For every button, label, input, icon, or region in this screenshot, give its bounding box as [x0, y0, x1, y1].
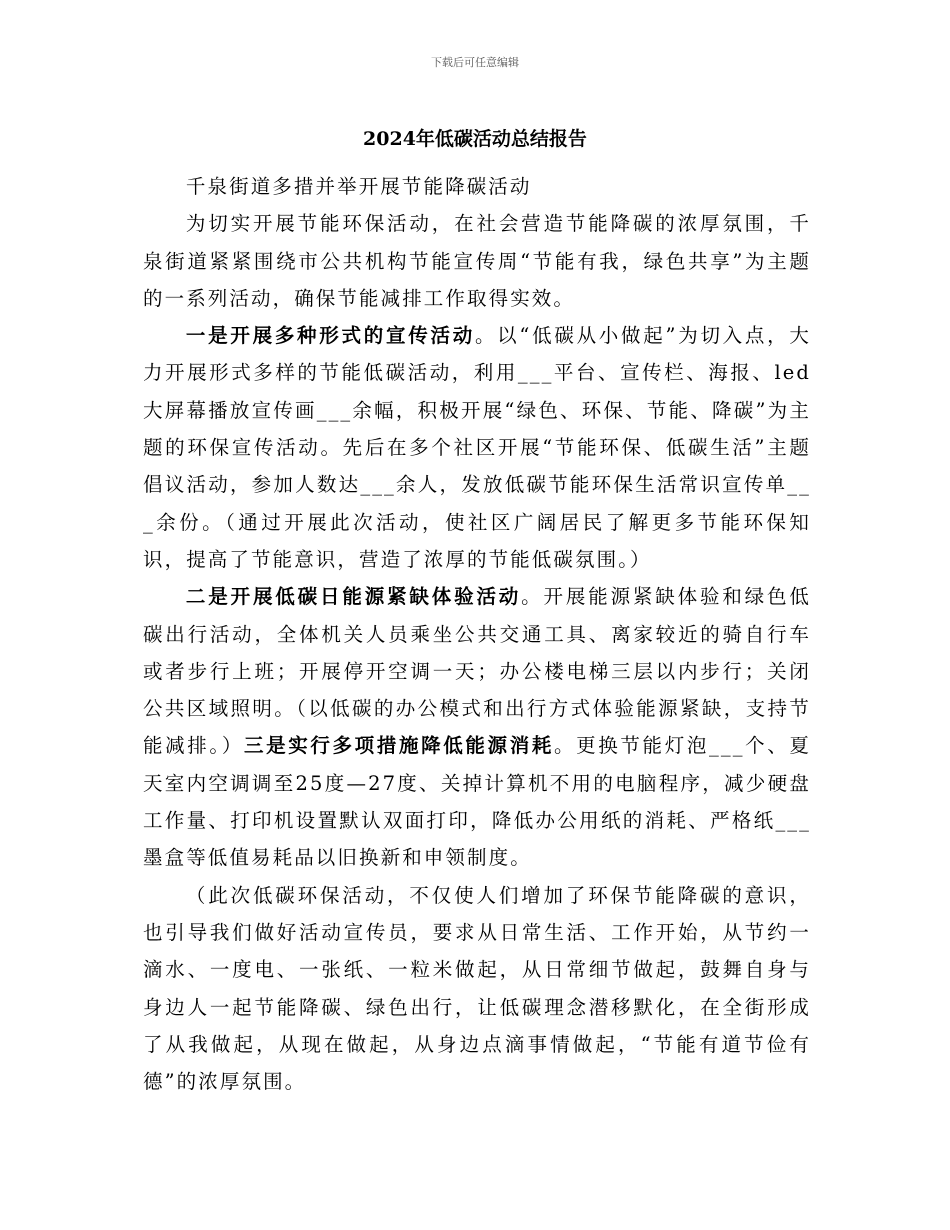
intro-paragraph: 为切实开展节能环保活动，在社会营造节能降碳的浓厚氛围，千泉街道紧紧围绕市公共机构节能宣传周“节能有我，绿色共享”为主题的一系列活动，确保节能减排工作取得实效。: [143, 212, 811, 310]
subtitle-line: 千泉街道多措并举开展节能降碳活动: [185, 175, 532, 198]
conclusion-paragraph: （此次低碳环保活动，不仅使人们增加了环保节能降碳的意识，也引导我们做好活动宣传员，要求从日常生活、工作开始，从节约一滴水、一度电、一张纸、一粒米做起，从日常细节做起，鼓舞自身与身边人一起节能降碳、绿色出行，让低碳理念潜移默化，在全街形成了从我做起，从现在做起，从身边点滴事情做起，“节能有道节俭有德”的浓厚氛围。: [143, 883, 811, 1094]
section3-text: 。更换节能灯泡___个、夏天室内空调调至25度—27度、关掉计算机不用的电脑程序，减少硬盘工作量、打印机设置默认双面打印，降低办公用纸的消耗、严格纸___墨盒等低值易耗品以旧换新和申领制度。: [143, 734, 811, 870]
section3-heading: 三是实行多项措施降低能源消耗: [243, 734, 554, 758]
header-note: 下载后可任意编辑: [431, 56, 519, 69]
document-body: [143, 168, 811, 1100]
section2-3-paragraph: [143, 578, 811, 876]
section2-heading: 二是开展低碳日能源紧缺体验活动: [185, 585, 522, 609]
section1-heading: 一是开展多种形式的宣传活动: [185, 324, 475, 348]
section2-text: 。开展能源紧缺体验和绿色低碳出行活动，全体机关人员乘坐公共交通工具、离家较近的骑自行车或者步行上班；开展停开空调一天；办公楼电梯三层以内步行；关闭公共区域照明。（以低碳的办公模式和出行方式体验能源紧缺，支持节能减排。）: [143, 585, 811, 758]
section1-paragraph: [143, 317, 811, 578]
section1-text: 。以“低碳从小做起”为切入点，大力开展形式多样的节能低碳活动，利用___平台、宣传栏、海报、led大屏幕播放宣传画___余幅，积极开展“绿色、环保、节能、降碳”为主题的环保宣传活动。先后在多个社区开展“节能环保、低碳生活”主题倡议活动，参加人数达___余人，发放低碳节能环保生活常识宣传单___余份。（通过开展此次活动，使社区广阔居民了解更多节能环保知识，提高了节能意识，营造了浓厚的节能低碳氛围。）: [143, 324, 811, 571]
document-title: 2024年低碳活动总结报告: [363, 128, 587, 150]
